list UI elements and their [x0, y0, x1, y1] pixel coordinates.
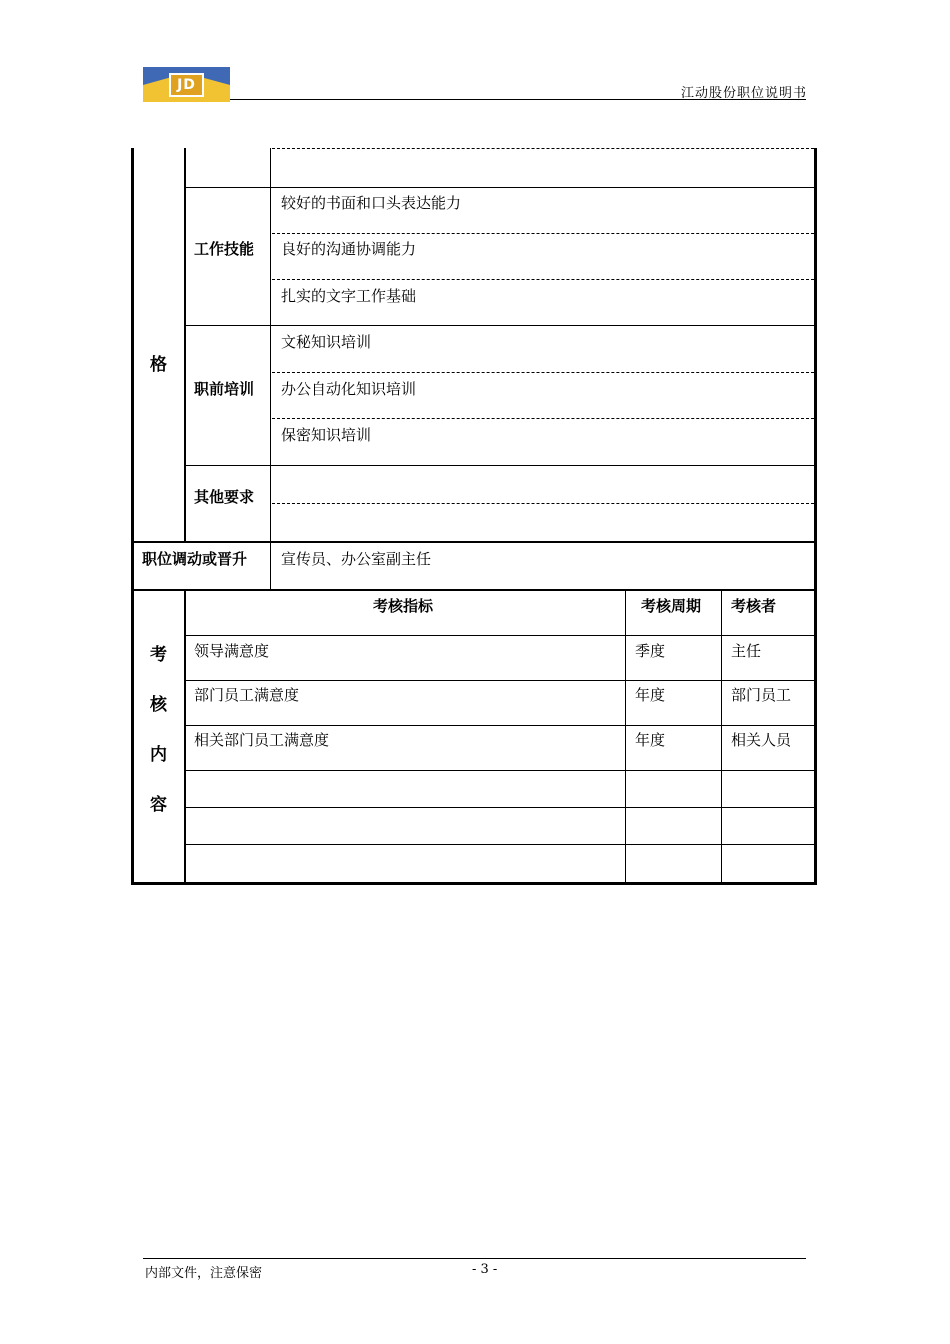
header-title: 江动股份职位说明书 — [680, 86, 807, 101]
promotion-label: 职位调动或晋升 — [142, 550, 248, 568]
indicator-cell: 部门员工满意度 — [194, 686, 300, 704]
other-requirements-label: 其他要求 — [194, 488, 255, 506]
company-logo — [143, 67, 230, 102]
footer-rule — [143, 1258, 806, 1259]
header-indicator: 考核指标 — [373, 597, 434, 615]
qualification-side-label: 格 — [150, 355, 167, 375]
indicator-cell: 领导满意度 — [194, 642, 270, 660]
header-period: 考核周期 — [641, 597, 702, 615]
logo-mark: JD — [169, 73, 204, 97]
assessor-cell: 相关人员 — [731, 731, 792, 749]
training-item: 保密知识培训 — [281, 426, 372, 444]
header-rule — [230, 99, 806, 100]
assessment-side-char: 容 — [150, 795, 167, 815]
work-skill-item: 较好的书面和口头表达能力 — [281, 194, 462, 212]
assessor-cell: 主任 — [731, 642, 762, 660]
assessor-cell: 部门员工 — [731, 686, 792, 704]
footer-confidential: 内部文件，注意保密 — [145, 1266, 263, 1281]
training-item: 文秘知识培训 — [281, 333, 372, 351]
work-skill-item: 良好的沟通协调能力 — [281, 240, 417, 258]
assessment-side-char: 考 — [150, 645, 167, 665]
assessment-side-char: 内 — [150, 745, 167, 765]
assessment-side-char: 核 — [150, 695, 167, 715]
promotion-value: 宣传员、办公室副主任 — [281, 550, 432, 568]
period-cell: 年度 — [635, 686, 666, 704]
training-item: 办公自动化知识培训 — [281, 380, 417, 398]
work-skill-item: 扎实的文字工作基础 — [281, 287, 417, 305]
period-cell: 年度 — [635, 731, 666, 749]
header-assessor: 考核者 — [731, 597, 777, 615]
pre-job-training-label: 职前培训 — [194, 380, 255, 398]
page-number: - 3 - — [472, 1262, 498, 1277]
work-skills-label: 工作技能 — [194, 240, 255, 258]
indicator-cell: 相关部门员工满意度 — [194, 731, 330, 749]
period-cell: 季度 — [635, 642, 666, 660]
